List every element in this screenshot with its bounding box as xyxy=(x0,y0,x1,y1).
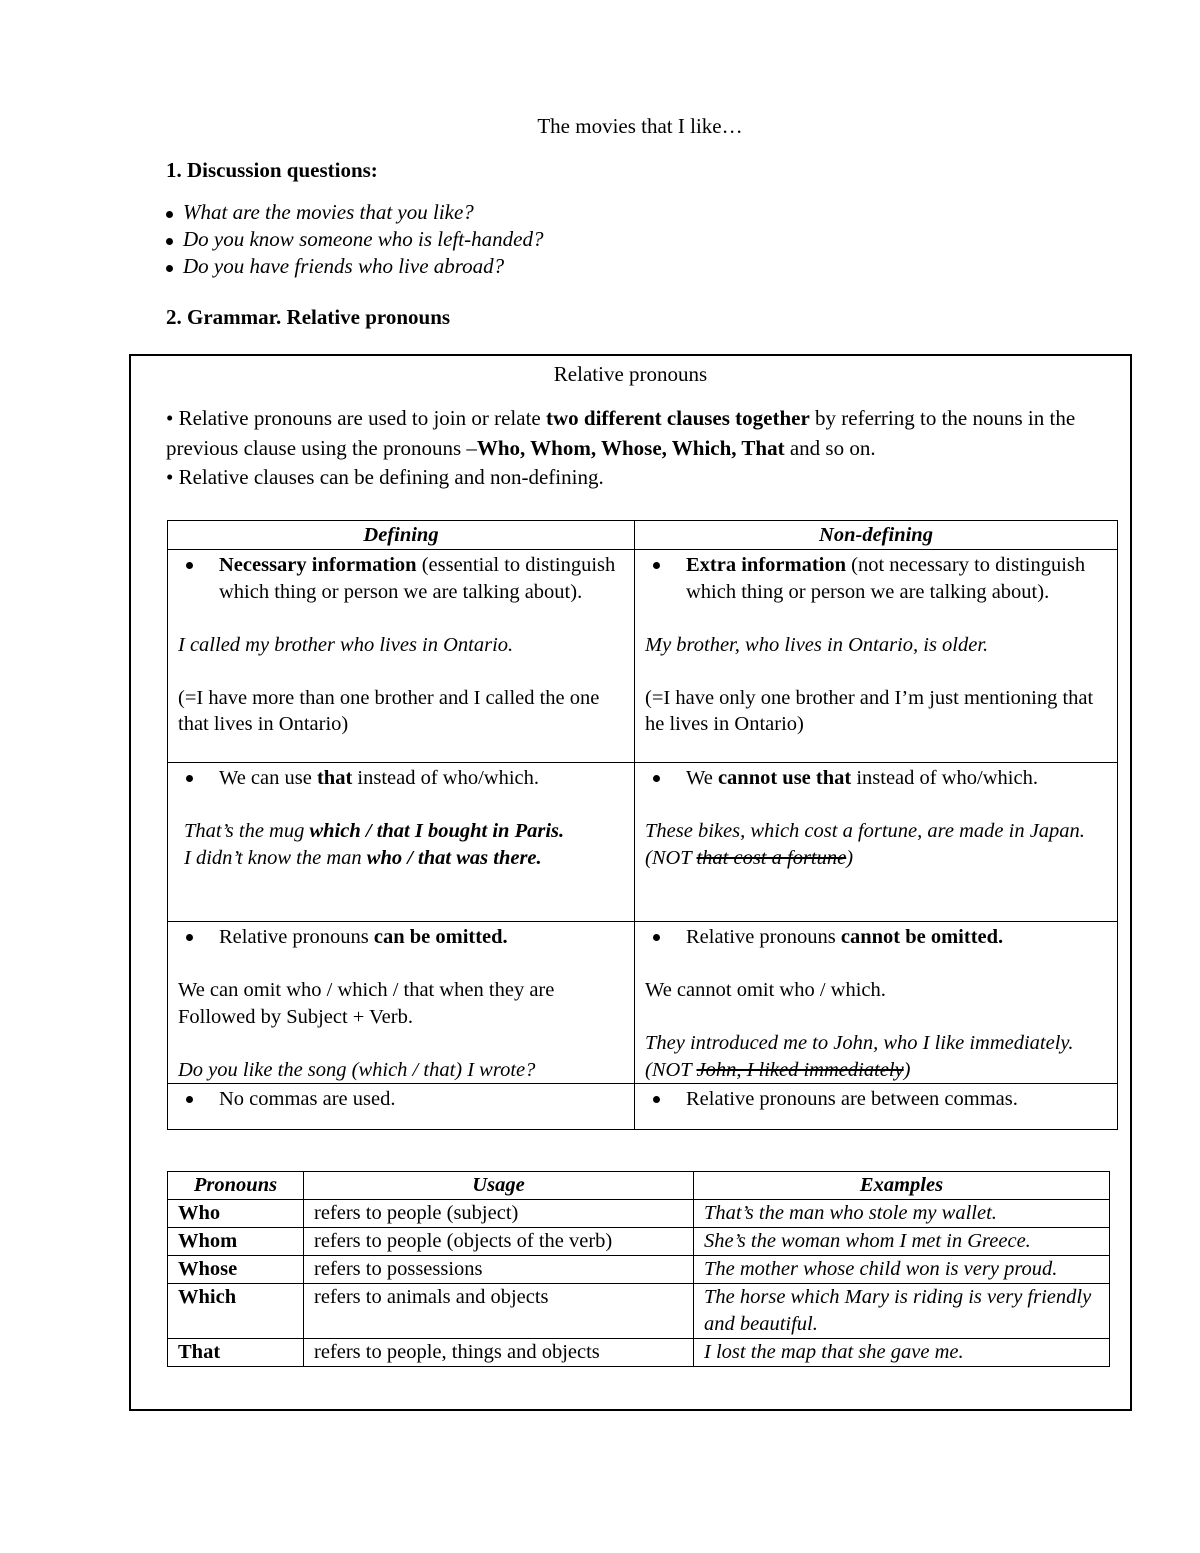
example-sentence: I called my brother who lives in Ontario. xyxy=(178,633,514,656)
column-header-examples: Examples xyxy=(694,1172,1110,1200)
list-item: Do you know someone who is left-handed? xyxy=(166,226,543,253)
bullet-icon xyxy=(186,562,193,569)
table-row: Which refers to animals and objects The horse which Mary is riding is very friendly and beautiful. xyxy=(168,1284,1110,1339)
note: (=I have only one brother and I’m just mentioning that he lives in Ontario) xyxy=(645,686,1094,735)
list-item: Do you have friends who live abroad? xyxy=(166,253,543,280)
table-header-row xyxy=(168,1172,1110,1200)
defining-vs-nondefining-table xyxy=(167,520,1118,1130)
table-row: Relative pronouns can be omitted. We can omit who / which / that when they are Followed by Subject + Verb. Do you like the song (which / that) I wrote? Relative pronouns cannot be omitted. We cannot omit who / which. They introduced me to John, who I like immediately. (NOT John, I liked immediately) xyxy=(168,922,1118,1084)
column-header-non-defining: Non-defining xyxy=(635,521,1118,550)
bullet-icon xyxy=(186,1096,193,1103)
example-sentence: My brother, who lives in Ontario, is older. xyxy=(645,633,989,656)
table-row: Necessary information (essential to distinguish which thing or person we are talking about). I called my brother who lives in Ontario. (=I have more than one brother and I called the one that lives in Ontario) Extra information (not necessary to distinguish which thing or person we are talking about). My brother, who lives in Ontario, is older. (=I have only one brother and I’m just mentioning that he lives in Ontario) xyxy=(168,550,1118,763)
bullet-icon xyxy=(653,562,660,569)
note: We cannot omit who / which. xyxy=(645,979,886,1001)
column-header-defining: Defining xyxy=(168,521,635,550)
bullet-icon xyxy=(186,934,193,941)
discussion-questions-list xyxy=(166,199,543,280)
list-item: What are the movies that you like? xyxy=(166,199,543,226)
example-sentence: These bikes, which cost a fortune, are made in Japan. (NOT that cost a fortune) xyxy=(645,820,1085,869)
bullet-icon xyxy=(166,265,173,272)
table-header-row xyxy=(168,521,1118,550)
bullet-icon xyxy=(166,211,173,218)
relative-pronouns-table xyxy=(167,1171,1110,1367)
column-header-pronouns: Pronouns xyxy=(168,1172,304,1200)
example-sentence: They introduced me to John, who I like immediately. (NOT John, I liked immediately) xyxy=(645,1032,1074,1081)
note: We can omit who / which / that when they are Followed by Subject + Verb. xyxy=(178,979,555,1028)
section-heading-discussion: 1. Discussion questions: xyxy=(166,158,378,182)
table-row: Whose refers to possessions The mother whose child won is very proud. xyxy=(168,1256,1110,1284)
example-sentence: I didn’t know the man who / that was there. xyxy=(184,846,542,869)
bullet-icon xyxy=(653,934,660,941)
bullet-icon xyxy=(186,775,193,782)
bullet-icon xyxy=(653,775,660,782)
table-row: Who refers to people (subject) That’s the man who stole my wallet. xyxy=(168,1200,1110,1228)
grammar-intro: • Relative pronouns are used to join or relate two different clauses together by referring to the nouns in the previous clause using the pronouns –Who, Whom, Whose, Which, That and so on. • Relative clauses can be defining and non-defining. xyxy=(166,406,1076,489)
section-heading-grammar: 2. Grammar. Relative pronouns xyxy=(166,305,451,329)
table-row: We can use that instead of who/which. That’s the mug which / that I bought in Paris. I didn’t know the man who / that was there. We cannot use that instead of who/which. These bikes, which cost a fortune, are made in Japan. (NOT that cost a fortune) xyxy=(168,763,1118,922)
example-sentence: That’s the mug which / that I bought in Paris. xyxy=(184,820,565,842)
grammar-box-title: Relative pronouns xyxy=(553,362,708,386)
example-sentence: Do you like the song (which / that) I wrote? xyxy=(178,1058,536,1081)
bullet-icon xyxy=(166,238,173,245)
column-header-usage: Usage xyxy=(304,1172,694,1200)
table-row: Whom refers to people (objects of the verb) She’s the woman whom I met in Greece. xyxy=(168,1228,1110,1256)
bullet-icon xyxy=(653,1096,660,1103)
table-row: That refers to people, things and objects I lost the map that she gave me. xyxy=(168,1339,1110,1367)
page-title: The movies that I like… xyxy=(537,114,743,138)
note: (=I have more than one brother and I called the one that lives in Ontario) xyxy=(178,686,600,735)
table-row: No commas are used. Relative pronouns are between commas. xyxy=(168,1084,1118,1130)
